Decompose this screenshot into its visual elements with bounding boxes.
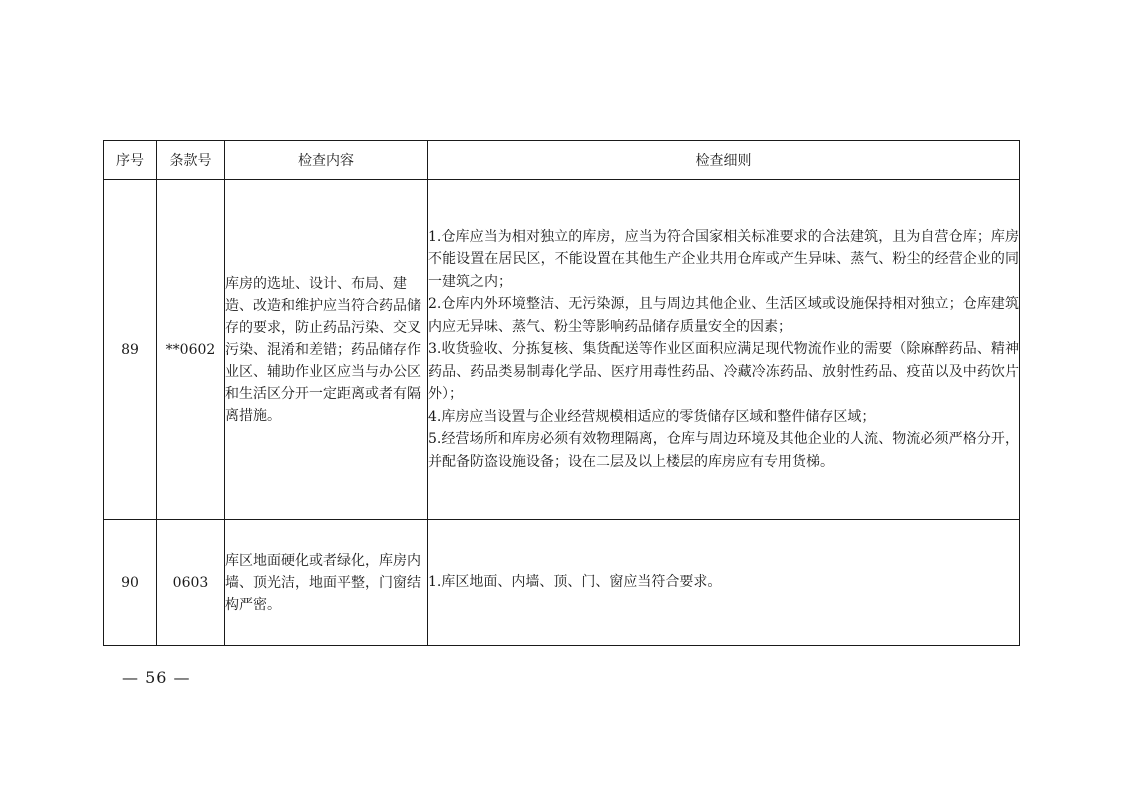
page-number: — 56 — bbox=[122, 668, 191, 687]
row-number: 90 bbox=[104, 520, 157, 646]
header-content: 检查内容 bbox=[225, 141, 428, 180]
clause-number: 0603 bbox=[157, 520, 225, 646]
detail-item: 1.仓库应当为相对独立的库房，应当为符合国家相关标准要求的合法建筑，且为自营仓库；库房不能设置在居民区，不能设置在其他生产企业共用仓库或产生异味、蒸气、粉尘的经营企业的同一建筑之内； bbox=[428, 228, 1019, 290]
header-no: 序号 bbox=[104, 141, 157, 180]
detail-item: 5.经营场所和库房必须有效物理隔离，仓库与周边环境及其他企业的人流、物流必须严格分开，并配备防盗设施设备；设在二层及以上楼层的库房应有专用货梯。 bbox=[428, 431, 1019, 470]
table-header-row bbox=[104, 141, 1020, 180]
inspection-details bbox=[428, 520, 1020, 646]
clause-number: **0602 bbox=[157, 180, 225, 520]
inspection-content: 库房的选址、设计、布局、建造、改造和维护应当符合药品储存的要求，防止药品污染、交叉污染、混淆和差错；药品储存作业区、辅助作业区应当与办公区和生活区分开一定距离或者有隔离措施。 bbox=[225, 180, 428, 520]
table-row bbox=[104, 520, 1020, 646]
header-detail: 检查细则 bbox=[428, 141, 1020, 180]
detail-item: 3.收货验收、分拣复核、集货配送等作业区面积应满足现代物流作业的需要（除麻醉药品、精神药品、药品类易制毒化学品、医疗用毒性药品、冷藏冷冻药品、放射性药品、疫苗以及中药饮片外）； bbox=[428, 341, 1019, 403]
table-row bbox=[104, 180, 1020, 520]
inspection-table bbox=[103, 140, 1020, 646]
row-number: 89 bbox=[104, 180, 157, 520]
inspection-content: 库区地面硬化或者绿化，库房内墙、顶光洁，地面平整，门窗结构严密。 bbox=[225, 520, 428, 646]
inspection-details bbox=[428, 180, 1020, 520]
detail-item: 4.库房应当设置与企业经营规模相适应的零货储存区域和整件储存区域； bbox=[428, 408, 876, 425]
detail-item: 1.库区地面、内墙、顶、门、窗应当符合要求。 bbox=[428, 574, 722, 591]
header-clause: 条款号 bbox=[157, 141, 225, 180]
detail-item: 2.仓库内外环境整洁、无污染源，且与周边其他企业、生活区域或设施保持相对独立；仓库建筑内应无异味、蒸气、粉尘等影响药品储存质量安全的因素； bbox=[428, 296, 1019, 335]
